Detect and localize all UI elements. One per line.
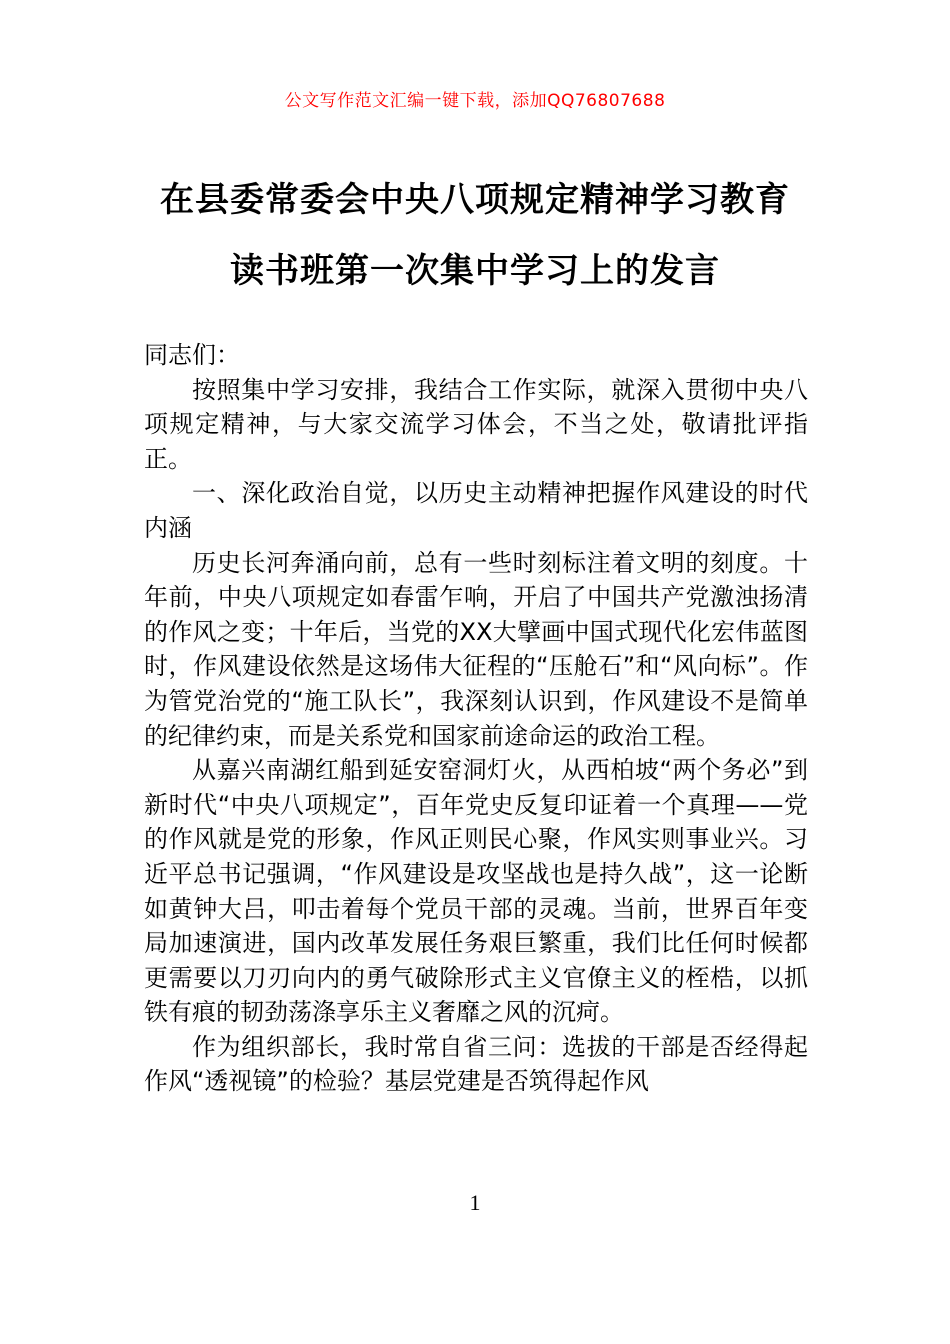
paragraph: 作为组织部长，我时常自省三问：选拔的干部是否经得起作风“透视镜”的检验？基层党建是否筑得起作风: [144, 1032, 808, 1096]
page-number: 1: [469, 1190, 481, 1215]
document-title-line-1: 在县委常委会中央八项规定精神学习教育: [160, 180, 790, 220]
document-body: [144, 338, 808, 1099]
paragraph: 从嘉兴南湖红船到延安窑洞灯火，从西柏坡“两个务必”到新时代“中央八项规定”，百年党史反复印证着一个真理——党的作风就是党的形象，作风正则民心聚，作风实则事业兴。习近平总书记强调，“作风建设是攻坚战也是持久战”，这一论断如黄钟大吕，叩击着每个党员干部的灵魂。当前，世界百年变局加速演进，国内改革发展任务艰巨繁重，我们比任何时候都更需要以刀刃向内的勇气破除形式主义官僚主义的桎梏，以抓铁有痕的韧劲荡涤享乐主义奢靡之风的沉疴。: [144, 756, 808, 1027]
paragraph: 历史长河奔涌向前，总有一些时刻标注着文明的刻度。十年前，中央八项规定如春雷乍响，开启了中国共产党激浊扬清的作风之变；十年后，当党的XX大擘画中国式现代化宏伟蓝图时，作风建设依然是这场伟大征程的“压舱石”和“风向标”。作为管党治党的“施工队长”，我深刻认识到，作风建设不是简单的纪律约束，而是关系党和国家前途命运的政治工程。: [144, 548, 808, 750]
paragraph: 按照集中学习安排，我结合工作实际，就深入贯彻中央八项规定精神，与大家交流学习体会，不当之处，敬请批评指正。: [144, 375, 808, 473]
salutation: 同志们：: [144, 341, 240, 369]
header-note: 公文写作范文汇编一键下载，添加QQ76807688: [284, 91, 666, 111]
document-title-line-2: 读书班第一次集中学习上的发言: [230, 251, 720, 291]
section-heading: 一、深化政治自觉，以历史主动精神把握作风建设的时代内涵: [144, 479, 808, 542]
